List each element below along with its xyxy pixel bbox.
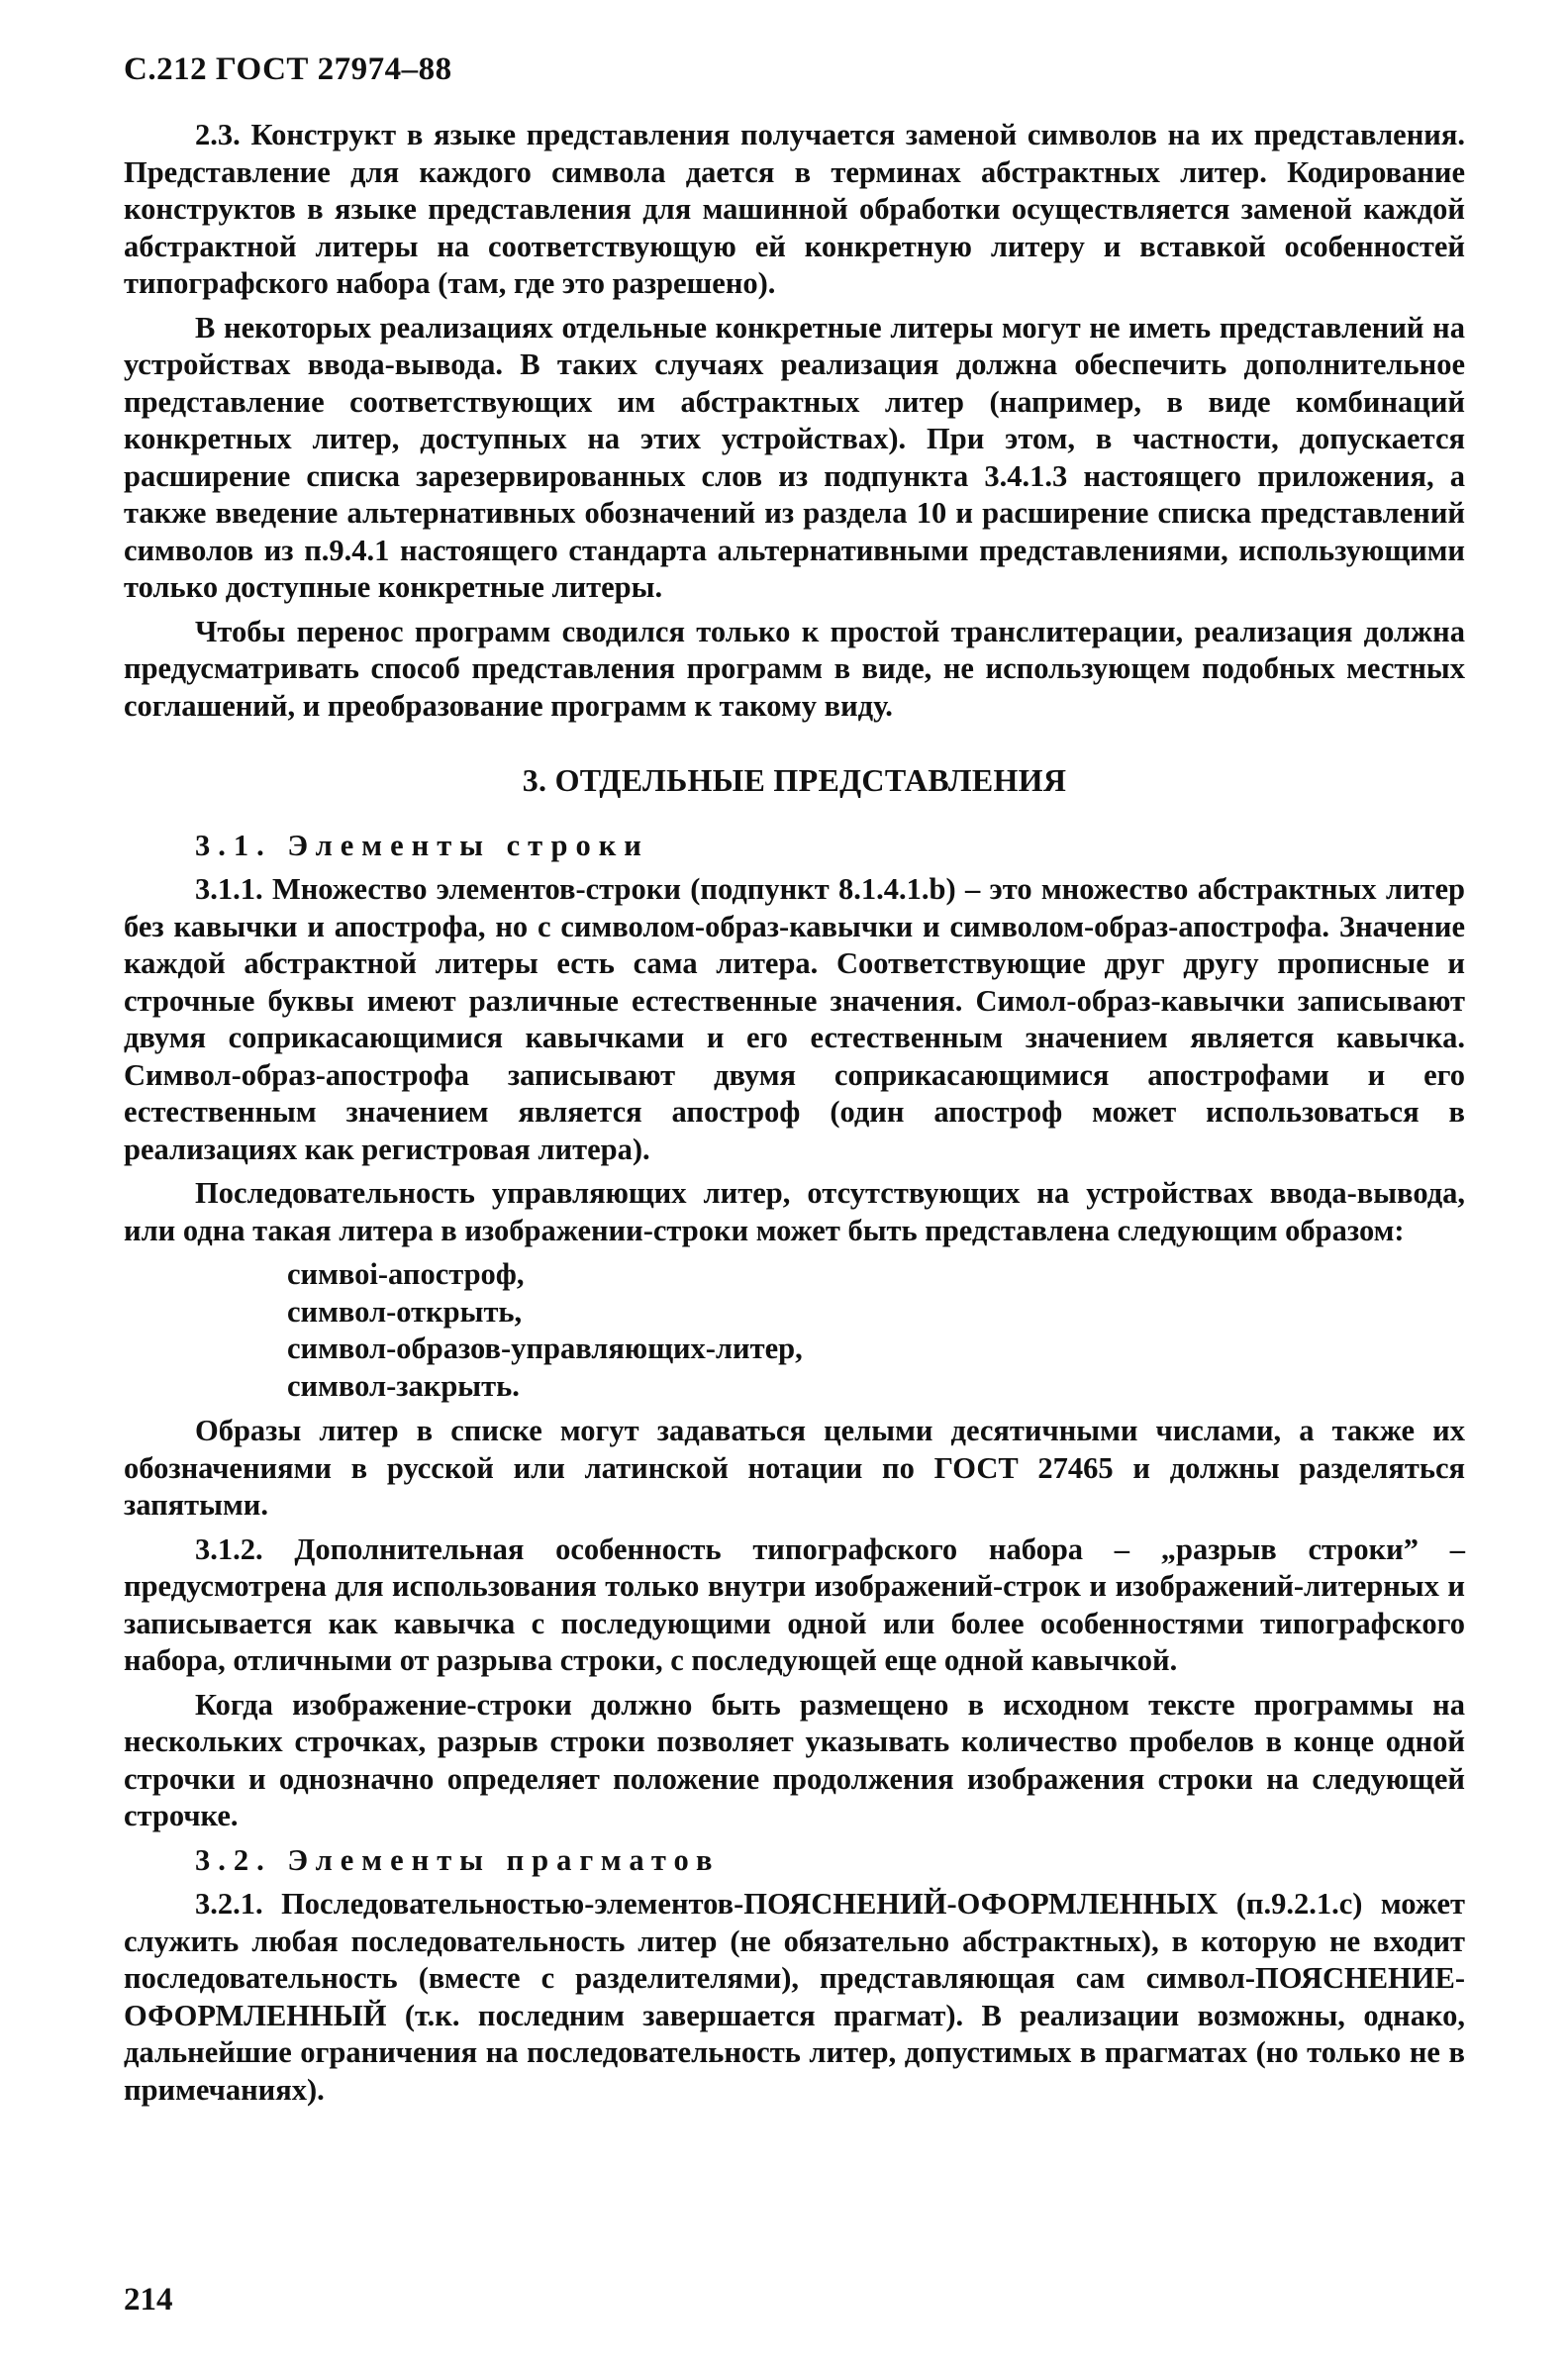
paragraph-3-2-1: 3.2.1. Последовательностью-элементов-ПОЯСНЕНИЙ-ОФОРМЛЕННЫХ (п.9.2.1.с) может служить любая последовательность литер (не обязательно абстрактных), в которую не входит последовательность (вместе с разделителями), представляющая сам символ-ПОЯСНЕНИЕ-ОФОРМЛЕННЫЙ (т.к. последним завершается прагмат). В реализации возможны, однако, дальнейшие ограничения на последовательность литер, допустимых в прагматах (но только не в примечаниях).: [124, 1887, 1465, 2107]
section-heading: 3. ОТДЕЛЬНЫЕ ПРЕДСТАВЛЕНИЯ: [522, 762, 1067, 798]
paragraph-line-break: Когда изображение-строки должно быть размещено в исходном тексте программы на нескольких строчках, разрыв строки позволяет указывать количество пробелов в конце одной строчки и однозначно определяет положение продолжения изображения строки на следующей строчке.: [124, 1687, 1465, 1832]
subsection-3-1-title: 3.1. Элементы строки: [195, 828, 649, 862]
paragraph-control-sequence: Последовательность управляющих литер, отсутствующих на устройствах ввода-вывода, или одна такая литера в изображении-строки может быть представлена следующим образом:: [124, 1176, 1465, 1247]
paragraph-2-3: 2.3. Конструкт в языке представления получается заменой символов на их представления. Представление для каждого символа дается в терминах абстрактных литер. Кодирование конструктов в языке представления для машинной обработки осуществляется заменой каждой абстрактной литеры на соответствующую ей конкретную литеру и вставкой особенностей типографского набора (там, где это разрешено).: [124, 118, 1465, 300]
list-item: символ-открыть,: [287, 1294, 523, 1329]
paragraph-transliteration: Чтобы перенос программ сводился только к простой транслитерации, реализация должна предусматривать способ представления программ в виде, не использующем подобных местных соглашений, и преобразование программ к такому виду.: [124, 614, 1465, 723]
list-item: симвоі-апостроф,: [287, 1257, 525, 1291]
paragraph-3-1-2: 3.1.2. Дополнительная особенность типографского набора – „разрыв строки” – предусмотрена для использования только внутри изображений-строк и изображений-литерных и записывается как кавычка с последующими одной или более особенностями типографского набора, отличными от разрыва строки, с последующей еще одной кавычкой.: [124, 1531, 1465, 1677]
page-number: 214: [124, 2282, 173, 2318]
list-item: символ-закрыть.: [287, 1368, 520, 1403]
subsection-3-2-title: 3.2. Элементы прагматов: [195, 1842, 721, 1877]
symbol-list: [124, 1256, 1465, 1405]
paragraph-3-1-1: 3.1.1. Множество элементов-строки (подпункт 8.1.4.1.b) – это множество абстрактных литер без кавычки и апострофа, но с символом-образ-кавычки и символом-образ-апострофа. Значение каждой абстрактной литеры есть сама литера. Соответствующие друг другу прописные и строчные буквы имеют различные естественные значения. Симол-образ-кавычки записывают двумя соприкасающимися кавычками и его естественным значением является кавычка. Символ-образ-апострофа записывают двумя соприкасающимися апострофами и его естественным значением является апостроф (один апостроф может использоваться в реализациях как регистровая литера).: [124, 872, 1465, 1166]
paragraph-implementations: В некоторых реализациях отдельные конкретные литеры могут не иметь представлений на устройствах ввода-вывода. В таких случаях реализация должна обеспечить дополнительное представление соответствующих им абстрактных литер (например, в виде комбинаций конкретных литер, доступных на этих устройствах). При этом, в частности, допускается расширение списка зарезервированных слов из подпункта 3.4.1.3 настоящего приложения, а также введение альтернативных обозначений из раздела 10 и расширение списка представлений символов из п.9.4.1 настоящего стандарта альтернативными представлениями, использующими только доступные конкретные литеры.: [124, 310, 1465, 604]
paragraph-literal-images: Образы литер в списке могут задаваться целыми десятичными числами, а также их обозначениями в русской или латинской нотации по ГОСТ 27465 и должны разделяться запятыми.: [124, 1414, 1465, 1522]
running-head: С.212 ГОСТ 27974–88: [124, 51, 452, 87]
document-body: [124, 117, 1465, 2116]
list-item: символ-образов-управляющих-литер,: [287, 1332, 803, 1365]
